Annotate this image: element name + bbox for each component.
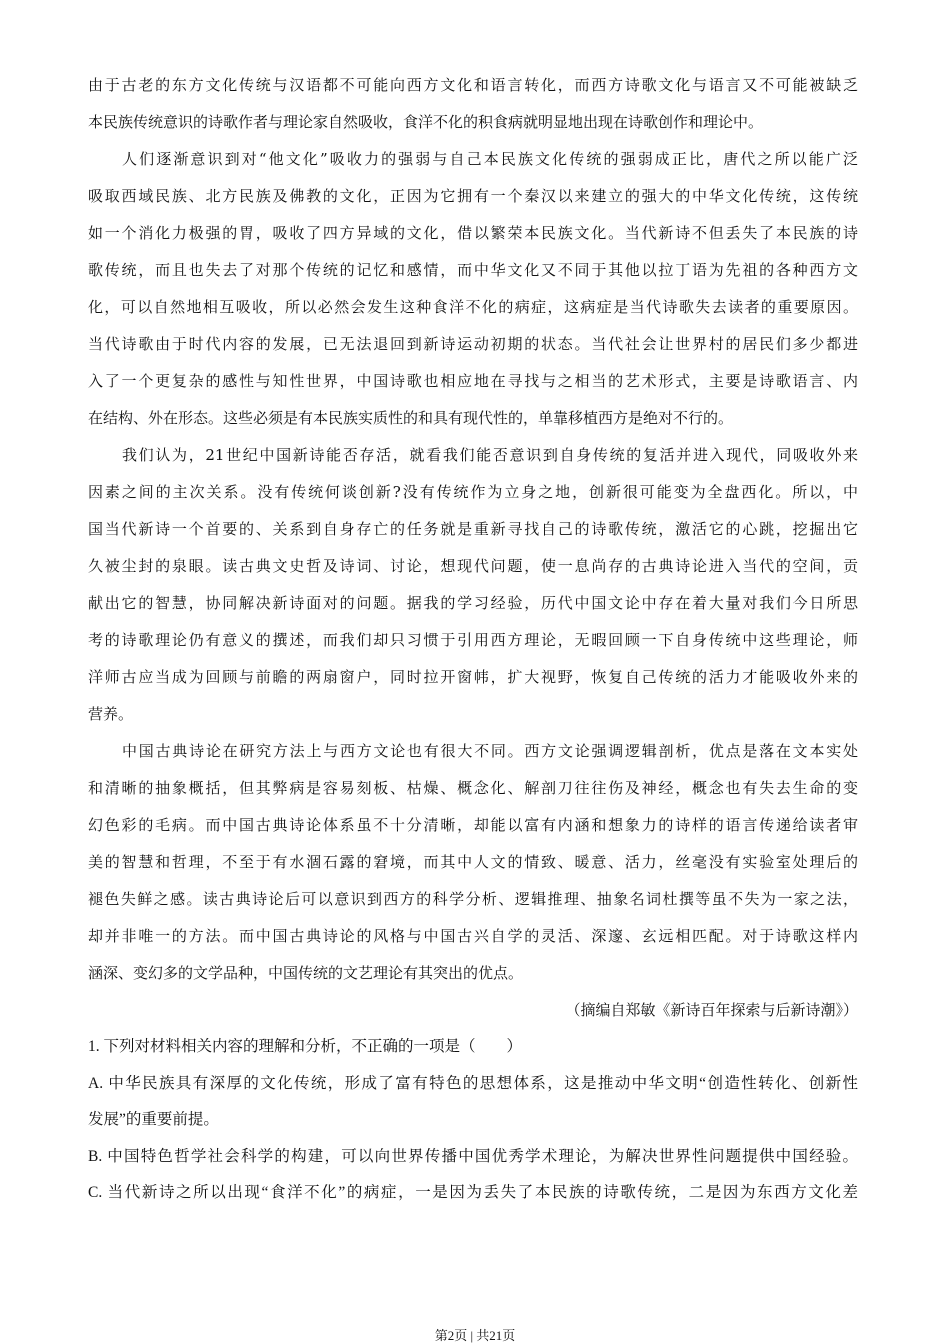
passage-line: 却并非唯一的方法。而中国古典诗论的风格与中国古兴自学的灵活、深邃、玄远相匹配。对于诗歌这样内 [88,927,858,945]
option-line: 发展”的重要前提。 [88,1111,219,1128]
passage-line: 中国古典诗论在研究方法上与西方文论也有很大不同。西方文论强调逻辑剖析，优点是落在文本实处 [122,742,858,760]
passage-line: 涵深、变幻多的文学品种，中国传统的文艺理论有其突出的优点。 [88,964,524,982]
passage-line: 营养。 [88,705,134,723]
question-stem: 1. 下列对材料相关内容的理解和分析，不正确的一项是（ ） [88,1038,523,1055]
passage [88,72,858,997]
document-body [88,72,858,1217]
passage-line: 因素之间的主次关系。没有传统何谈创新?没有传统作为立身之地，创新很可能变为全盘西化。所以，中 [88,483,858,501]
page-footer: 第2页 | 共21页 [434,1328,516,1343]
passage-line: 吸取西域民族、北方民族及佛教的文化，正因为它拥有一个秦汉以来建立的强大的中华文化传统，这传统 [88,187,858,205]
passage-line: 歌传统，而且也失去了对那个传统的记忆和感情，而中华文化又不同于其他以拉丁语为先祖的各种西方文 [88,261,858,279]
passage-line: 美的智慧和哲理，不至于有水涸石露的窘境，而其中人文的情致、暖意、活力，丝毫没有实验室处理后的 [88,853,858,871]
passage-line: 国当代新诗一个首要的、关系到自身存亡的任务就是重新寻找自己的诗歌传统，激活它的心跳，挖掘出它 [88,520,858,538]
passage-line: 当代诗歌由于时代内容的发展，已无法退回到新诗运动初期的状态。当代社会让世界村的居民们多少都进 [88,335,858,353]
passage-line: 化，可以自然地相互吸收，所以必然会发生这种食洋不化的病症，这病症是当代诗歌失去读者的重要原因。 [88,298,858,316]
passage-line: 入了一个更复杂的感性与知性世界，中国诗歌也相应地在寻找与之相当的艺术形式，主要是诗歌语言、内 [88,372,858,390]
option-line: C. 当代新诗之所以出现“食洋不化”的病症，一是因为丢失了本民族的诗歌传统，二是因为东西方文化差 [88,1184,858,1201]
passage-line: 由于古老的东方文化传统与汉语都不可能向西方文化和语言转化，而西方诗歌文化与语言又不可能被缺乏 [88,76,858,94]
passage-line: 久被尘封的泉眼。读古典文史哲及诗词、讨论，想现代问题，使一息尚存的古典诗论进入当代的空间，贡 [88,557,858,575]
passage-line: 考的诗歌理论仍有意义的撰述，而我们却只习惯于引用西方理论，无暇回顾一下自身传统中这些理论，师 [88,631,858,649]
passage-line: 在结构、外在形态。这些必须是有本民族实质性的和具有现代性的，单靠移植西方是绝对不行的。 [88,409,734,427]
passage-line: 褪色失鲜之感。读古典诗论后可以意识到西方的科学分析、逻辑推理、抽象名词杜撰等虽不失为一家之法， [88,890,858,908]
passage-line: 献出它的智慧，协同解决新诗面对的问题。据我的学习经验，历代中国文论中存在着大量对我们今日所思 [88,594,858,612]
passage-line: 我们认为，21世纪中国新诗能否存活，就看我们能否意识到自身传统的复活并进入现代，同吸收外来 [122,446,858,464]
option-line: B. 中国特色哲学社会科学的构建，可以向世界传播中国优秀学术理论，为解决世界性问题提供中国经验。 [88,1147,858,1165]
passage-line: 洋师古应当成为回顾与前瞻的两扇窗户，同时拉开窗帏，扩大视野，恢复自己传统的活力才能吸收外来的 [88,668,858,686]
passage-line: 和清晰的抽象概括，但其弊病是容易刻板、枯燥、概念化、解剖刀往往伤及神经，概念也有失去生命的变 [88,779,858,797]
source-citation: （摘编自郑敏《新诗百年探索与后新诗潮》） [565,1001,858,1019]
passage-line: 本民族传统意识的诗歌作者与理论家自然吸收，食洋不化的积食病就明显地出现在诗歌创作和理论中。 [88,113,764,131]
question-options [88,1071,858,1217]
passage-line: 幻色彩的毛病。而中国古典诗论体系虽不十分清晰，却能以富有内涵和想象力的诗样的语言传递给读者审 [88,816,858,834]
passage-line: 如一个消化力极强的胃，吸收了四方异域的文化，借以繁荣本民族文化。当代新诗不但丢失了本民族的诗 [88,224,858,242]
option-line: A. 中华民族具有深厚的文化传统，形成了富有特色的思想体系，这是推动中华文明“创造性转化、创新性 [88,1074,858,1092]
passage-line: 人们逐渐意识到对“他文化”吸收力的强弱与自己本民族文化传统的强弱成正比，唐代之所以能广泛 [122,150,858,168]
